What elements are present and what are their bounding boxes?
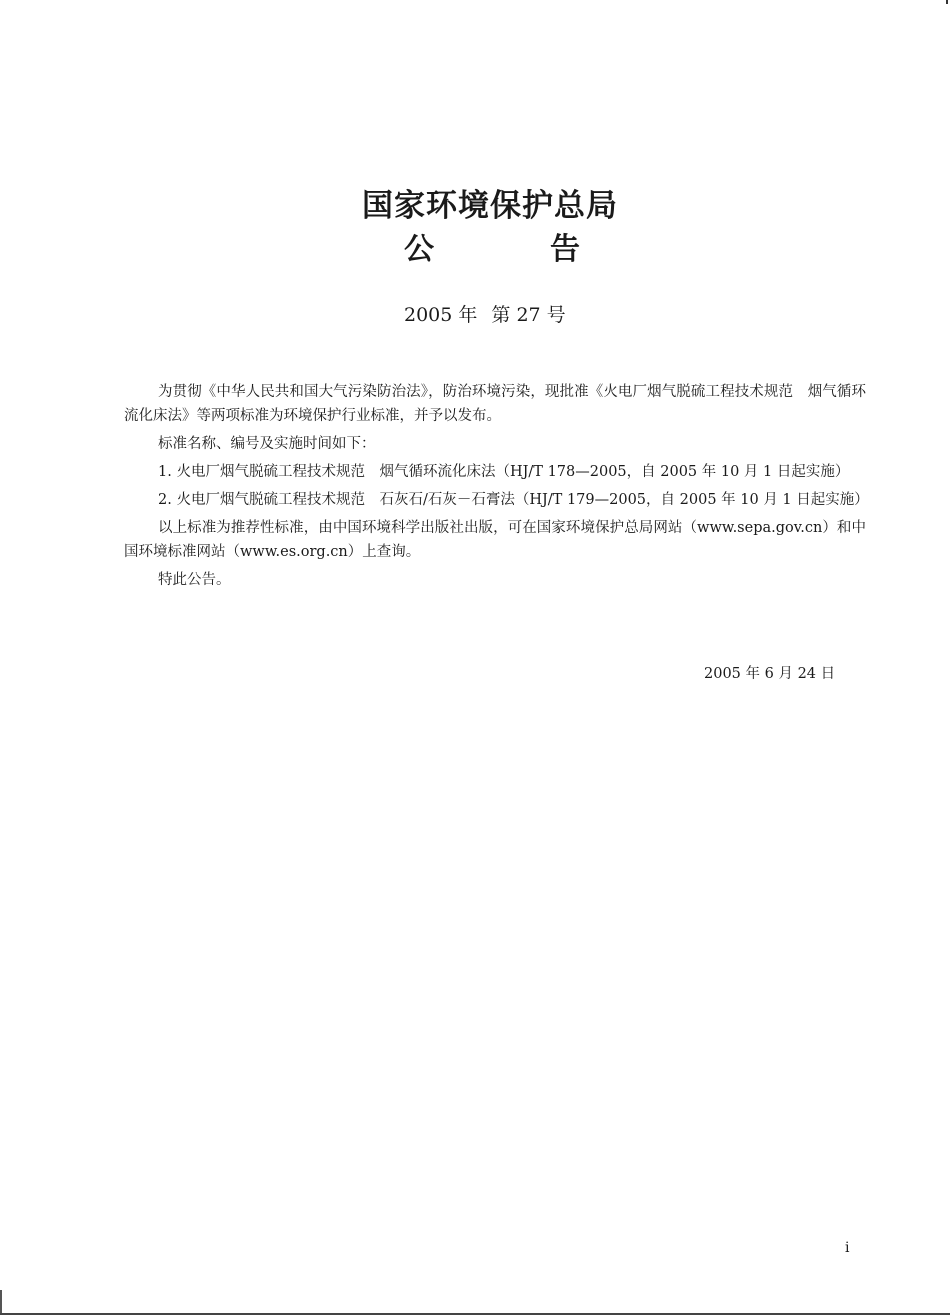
issue-year: 2005 年 bbox=[404, 304, 478, 326]
page-number: i bbox=[845, 1240, 850, 1256]
paragraph-closing: 特此公告。 bbox=[158, 572, 231, 588]
agency-name: 国家环境保护总局 bbox=[362, 188, 618, 224]
paragraph-list-heading: 标准名称、编号及实施时间如下： bbox=[158, 436, 376, 452]
issue-number bbox=[404, 300, 566, 330]
paragraph-item-1: 1. 火电厂烟气脱硫工程技术规范 烟气循环流化床法（HJ/T 178—2005，自 2005 年 10 月 1 日起实施） bbox=[158, 464, 850, 480]
announcement-date: 2005 年 6 月 24 日 bbox=[704, 666, 836, 682]
heading-char-2: 告 bbox=[550, 232, 580, 267]
scan-artifact-left bbox=[0, 1290, 2, 1315]
announcement-body bbox=[124, 380, 869, 596]
issue-no: 第 27 号 bbox=[491, 304, 566, 326]
paragraph-publication: 以上标准为推荐性标准，由中国环境科学出版社出版，可在国家环境保护总局网站（www.sepa.gov.cn）和中国环境标准网站（www.es.org.cn）上查询。 bbox=[124, 520, 866, 560]
paragraph-intro: 为贯彻《中华人民共和国大气污染防治法》，防治环境污染，现批准《火电厂烟气脱硫工程技术规范 烟气循环流化床法》等两项标准为环境保护行业标准，并予以发布。 bbox=[124, 384, 866, 424]
announcement-heading bbox=[404, 230, 580, 270]
paragraph-item-2: 2. 火电厂烟气脱硫工程技术规范 石灰石/石灰－石膏法（HJ/T 179—2005，自 2005 年 10 月 1 日起实施） bbox=[158, 492, 869, 508]
scan-artifact-top bbox=[946, 0, 948, 4]
heading-char-1: 公 bbox=[404, 232, 434, 267]
